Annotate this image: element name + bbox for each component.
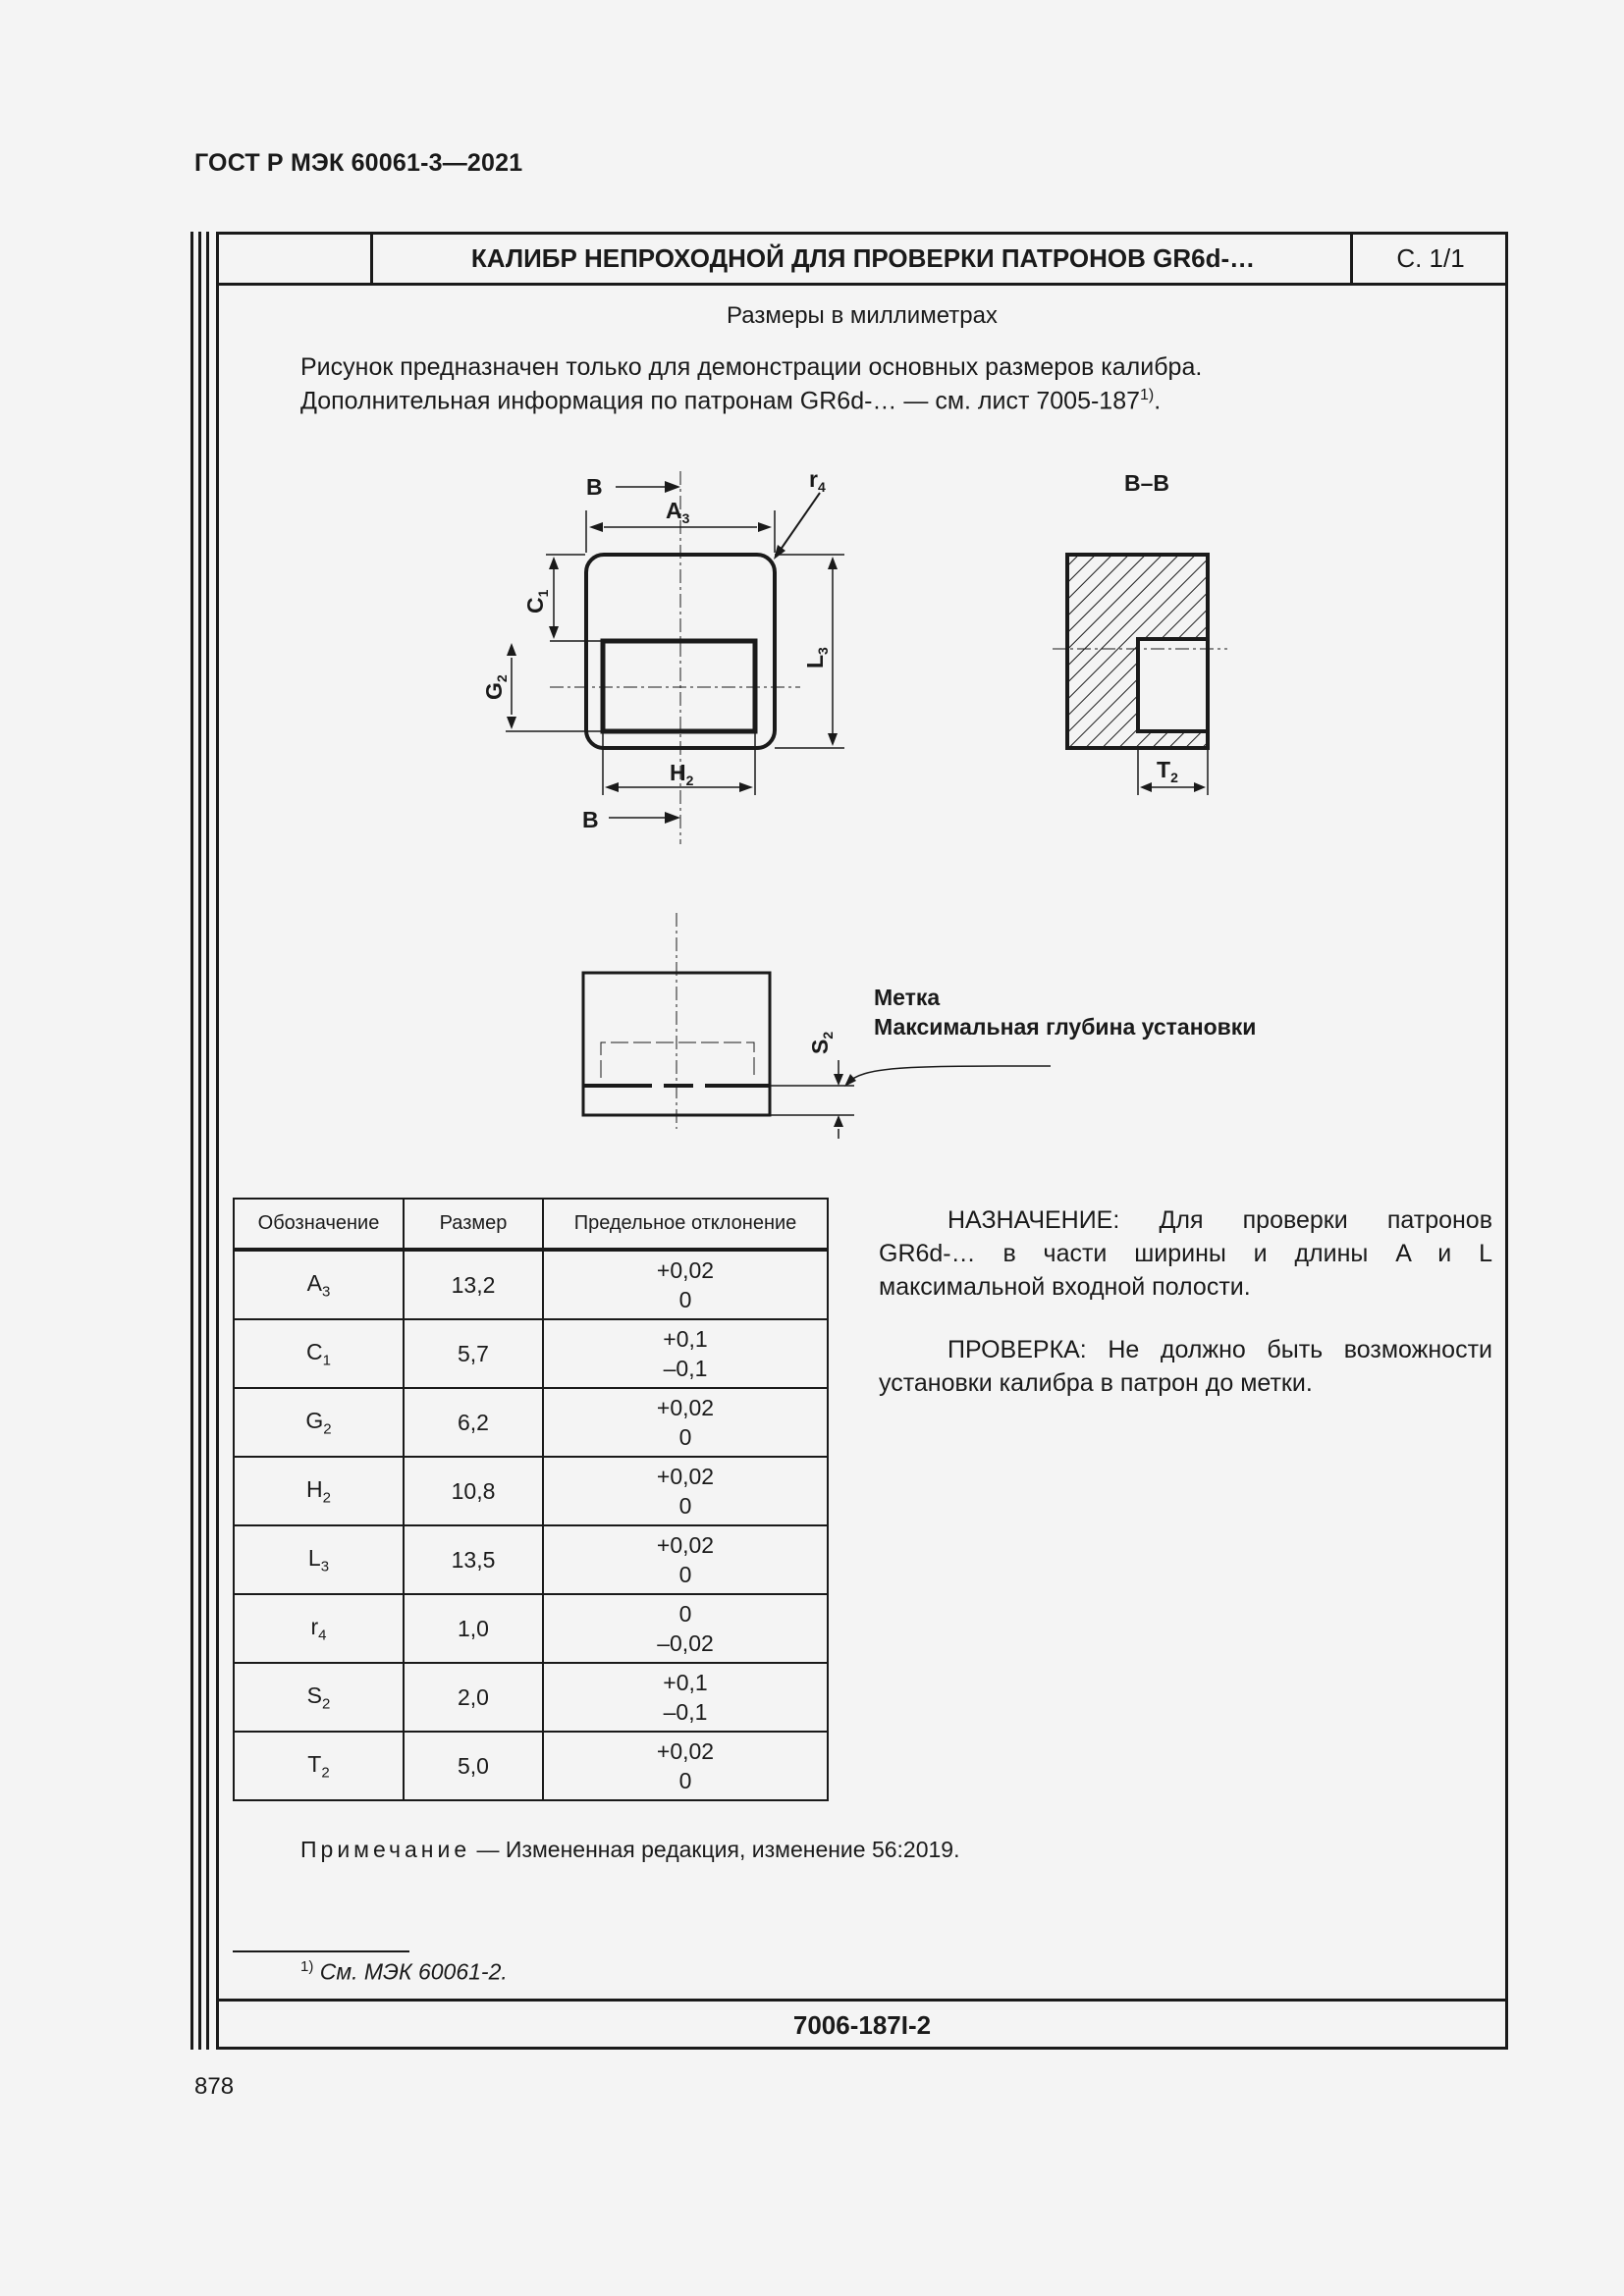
dim-label-r4: $r_4$ [809,466,826,495]
footnote-text: См. МЭК 60061-2. [313,1958,508,1985]
dim-label-A3: $A_3$ [666,498,690,526]
table-row [234,1388,828,1457]
dim-label-H2: $H_2$ [670,760,694,788]
footnote-rule [233,1950,409,1952]
cell-designation: $H_2$ [234,1457,404,1525]
table-row [234,1457,828,1525]
table-row [234,1250,828,1319]
cell-size: 5,0 [404,1732,543,1800]
cell-deviation: +0,02 0 [543,1250,828,1319]
footnote-ref: 1) [1140,387,1155,403]
intro-line-2: Дополнительная информация по патронам GR6d-… — см. лист 7005-187$^{1)}$. [300,387,1162,415]
cell-deviation: 0 –0,02 [543,1594,828,1663]
dim-label-C1: $C_1$ [522,589,551,614]
cell-size: 2,0 [404,1663,543,1732]
footnote [300,1958,508,1986]
purpose-text: НАЗНАЧЕНИЕ: Для проверки патронов GR6d-… в части ширины и длины A и L максимальной входной полости. [879,1206,1492,1301]
col-header-size: Размер [404,1199,543,1250]
cell-deviation: +0,1 –0,1 [543,1663,828,1732]
table-row [234,1319,828,1388]
cell-designation: $S_2$ [234,1663,404,1732]
sheet-title: КАЛИБР НЕПРОХОДНОЙ ДЛЯ ПРОВЕРКИ ПАТРОНОВ GR6d-… [470,243,1256,273]
document-header: ГОСТ Р МЭК 60061-3—2021 [194,149,523,177]
cell-designation: $r_4$ [234,1594,404,1663]
page-number: 878 [194,2073,235,2100]
intro-line-2-text: Дополнительная информация по патронам GR6d-… — см. лист 7005-187 [300,387,1141,415]
note [300,1837,960,1863]
sheet-code: 7006-187I-2 [792,2010,932,2040]
cell-size: 10,8 [404,1457,543,1525]
cell-size: 13,5 [404,1525,543,1594]
section-view [1053,470,1227,795]
front-view [481,466,844,844]
intro-line-1: Рисунок предназначен только для демонстрации основных размеров калибра. [300,353,1203,381]
section-title: B–B [1124,470,1170,496]
cell-designation: $G_2$ [234,1388,404,1457]
cell-designation: $L_3$ [234,1525,404,1594]
mark-label: Метка [874,985,941,1010]
cell-size: 1,0 [404,1594,543,1663]
depth-label: Максимальная глубина установки [874,1014,1257,1040]
cell-deviation: +0,02 0 [543,1525,828,1594]
table-row [234,1732,828,1800]
units-caption: Размеры в миллиметрах [727,302,998,329]
cell-deviation: +0,02 0 [543,1732,828,1800]
footnote-mark: 1) [300,1958,314,1975]
cell-deviation: +0,02 0 [543,1388,828,1457]
cell-deviation: +0,1 –0,1 [543,1319,828,1388]
side-view [583,913,1256,1139]
dimensions-table [233,1198,829,1801]
table-row [234,1663,828,1732]
dim-label-G2: $G_2$ [481,674,510,700]
table-row [234,1525,828,1594]
cell-size: 5,7 [404,1319,543,1388]
table-header-row [234,1199,828,1250]
cell-deviation: +0,02 0 [543,1457,828,1525]
dim-label-S2: $S_2$ [807,1031,836,1054]
note-label: Примечание [300,1837,471,1862]
dim-label-T2: $T_2$ [1157,757,1178,785]
col-header-designation: Обозначение [234,1199,404,1250]
cell-designation: $A_3$ [234,1250,404,1319]
cell-size: 13,2 [404,1250,543,1319]
dim-label-L3: $L_3$ [802,647,831,668]
note-text: — Измененная редакция, изменение 56:2019. [470,1837,960,1862]
col-header-deviation: Предельное отклонение [543,1199,828,1250]
cell-designation: $C_1$ [234,1319,404,1388]
section-mark-bottom: B [582,807,599,832]
cell-size: 6,2 [404,1388,543,1457]
check-text: ПРОВЕРКА: Не должно быть возможности установки калибра в патрон до метки. [879,1336,1492,1397]
sheet-page-indicator: С. 1/1 [1396,243,1465,273]
table-row [234,1594,828,1663]
section-mark-top: B [586,474,603,500]
cell-designation: $T_2$ [234,1732,404,1800]
